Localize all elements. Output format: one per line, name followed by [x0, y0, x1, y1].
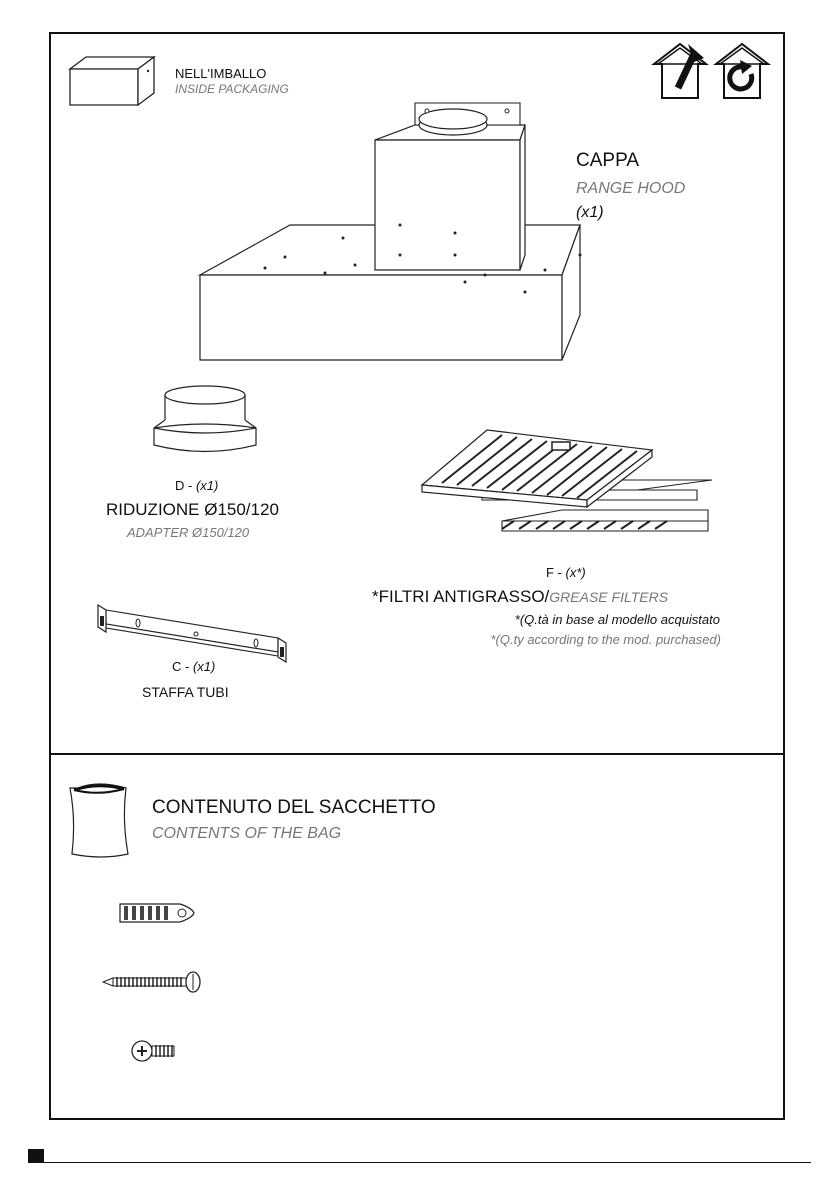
range-hood-drawing — [195, 95, 595, 370]
hood-subtitle: RANGE HOOD — [576, 180, 686, 197]
hood-qty: (x1) — [576, 204, 604, 221]
bag-subtitle: CONTENTS OF THE BAG — [152, 825, 342, 842]
wall-plug-icon — [118, 900, 196, 926]
filters-note-it: *(Q.tà in base al modello acquistato — [514, 612, 720, 627]
pipe-bracket-drawing — [98, 600, 288, 668]
adapter-drawing — [150, 380, 260, 460]
house-recirculation-icon — [712, 40, 772, 100]
filters-code: F - — [546, 565, 566, 580]
bracket-code: C - — [172, 659, 193, 674]
long-screw-icon — [103, 970, 203, 994]
adapter-title: RIDUZIONE Ø150/120 — [106, 500, 279, 519]
filters-note-en: *(Q.ty according to the mod. purchased) — [490, 632, 721, 647]
adapter-qty: (x1) — [195, 478, 219, 493]
grease-filters-drawing — [422, 425, 717, 555]
bag-icon — [68, 780, 132, 860]
bag-title: CONTENUTO DEL SACCHETTO — [152, 797, 436, 818]
filters-qty: (x*) — [565, 565, 586, 580]
bracket-qty: (x1) — [192, 659, 216, 674]
filters-title: *FILTRI ANTIGRASSO/ — [372, 587, 550, 606]
hood-title: CAPPA — [576, 150, 640, 171]
packaging-subtitle: INSIDE PACKAGING — [175, 82, 289, 96]
adapter-subtitle: ADAPTER Ø150/120 — [127, 525, 250, 540]
packaging-title: NELL'IMBALLO — [175, 66, 267, 81]
footer-marker — [28, 1149, 44, 1163]
section-divider — [51, 753, 783, 755]
filters-subtitle: GREASE FILTERS — [549, 589, 669, 605]
bracket-title: STAFFA TUBI — [142, 684, 229, 700]
short-screw-icon — [130, 1038, 176, 1064]
adapter-code-line — [175, 478, 218, 493]
bracket-code-line — [172, 659, 215, 674]
box-icon — [68, 55, 160, 107]
adapter-code: D - — [175, 478, 196, 493]
house-exhaust-icon — [650, 40, 710, 100]
filters-code-line — [546, 565, 586, 580]
footer-rule — [44, 1162, 811, 1163]
filters-title-line — [372, 587, 668, 607]
